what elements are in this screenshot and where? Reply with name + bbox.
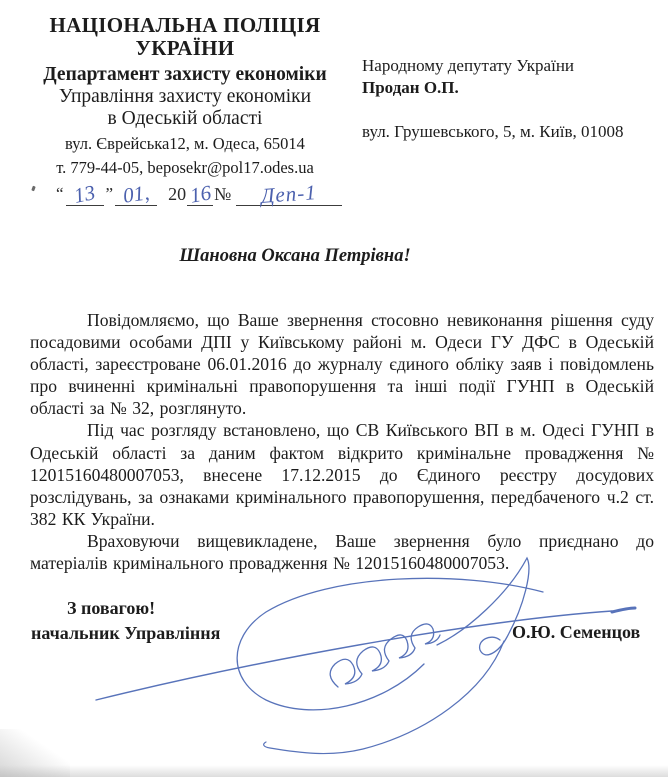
closing-block	[31, 596, 241, 646]
year-field	[187, 181, 213, 206]
signer-position: начальник Управління	[31, 623, 221, 643]
scan-speck	[31, 186, 36, 192]
division-name-line1: Управління захисту економіки	[58, 86, 312, 107]
body-paragraph-3: Враховуючи вищевикладене, Ваше звернення було приєднано до матеріалів кримінального провадження № 12015160480007053.	[30, 530, 654, 574]
letter-body	[30, 309, 654, 574]
date-number-line	[54, 180, 342, 206]
sender-address: вул. Єврейська12, м. Одеса, 65014	[65, 134, 305, 153]
letterhead-block	[28, 14, 342, 178]
day-field	[66, 181, 104, 206]
body-paragraph-2: Під час розгляду встановлено, що СВ Київського ВП в м. Одесі ГУНП в Одеській області за даним фактом відкрито кримінальне провадження № 12015160480007053, внесене 17.12.2015 до Єдиного реєстру досудових розслідувань, за ознаками кримінального правопорушення, передбаченого ч.2 ст. 382 КК України.	[30, 420, 654, 529]
handwritten-month: 01,	[121, 180, 151, 208]
department-name: Департамент захисту економіки	[43, 64, 327, 85]
scan-shadow-bottom	[0, 765, 668, 777]
handwritten-doc-number: Деп-1	[260, 180, 318, 208]
handwritten-day: 13	[71, 180, 98, 208]
recipient-address: вул. Грушевського, 5, м. Київ, 01008	[362, 122, 624, 141]
handwritten-year: 16	[187, 180, 213, 208]
year-prefix: 20	[168, 184, 187, 204]
number-sign: №	[214, 184, 232, 204]
closing-phrase: З повагою!	[67, 598, 156, 618]
close-quote: ”	[105, 184, 114, 203]
recipient-name: Продан О.П.	[362, 78, 459, 97]
open-quote: “	[56, 184, 64, 203]
recipient-title: Народному депутату України	[362, 56, 575, 75]
recipient-block	[362, 55, 652, 143]
salutation: Шановна Оксана Петрівна!	[179, 246, 411, 266]
org-name-line2: УКРАЇНИ	[135, 36, 235, 60]
doc-number-field	[236, 181, 342, 206]
division-name-line2: в Одеській області	[107, 108, 263, 129]
month-field	[115, 181, 157, 206]
signer-name: О.Ю. Семенцов	[512, 622, 641, 642]
sender-contacts: т. 779-44-05, beposekr@pol17.odes.ua	[56, 158, 314, 177]
org-name-line1: НАЦІОНАЛЬНА ПОЛІЦІЯ	[49, 13, 321, 37]
body-paragraph-1: Повідомляємо, що Ваше звернення стосовно невиконання рішення суду посадовими особами ДПІ у Київському районі м. Одеси ГУ ДФС в Одеській області, зареєстроване 06.01.2016 до журналу єдиного обліку заяв і повідомлень про вчиненні кримінальні правопорушення та інші події ГУНП в Одеській області за № 32, розглянуто.	[30, 310, 654, 419]
